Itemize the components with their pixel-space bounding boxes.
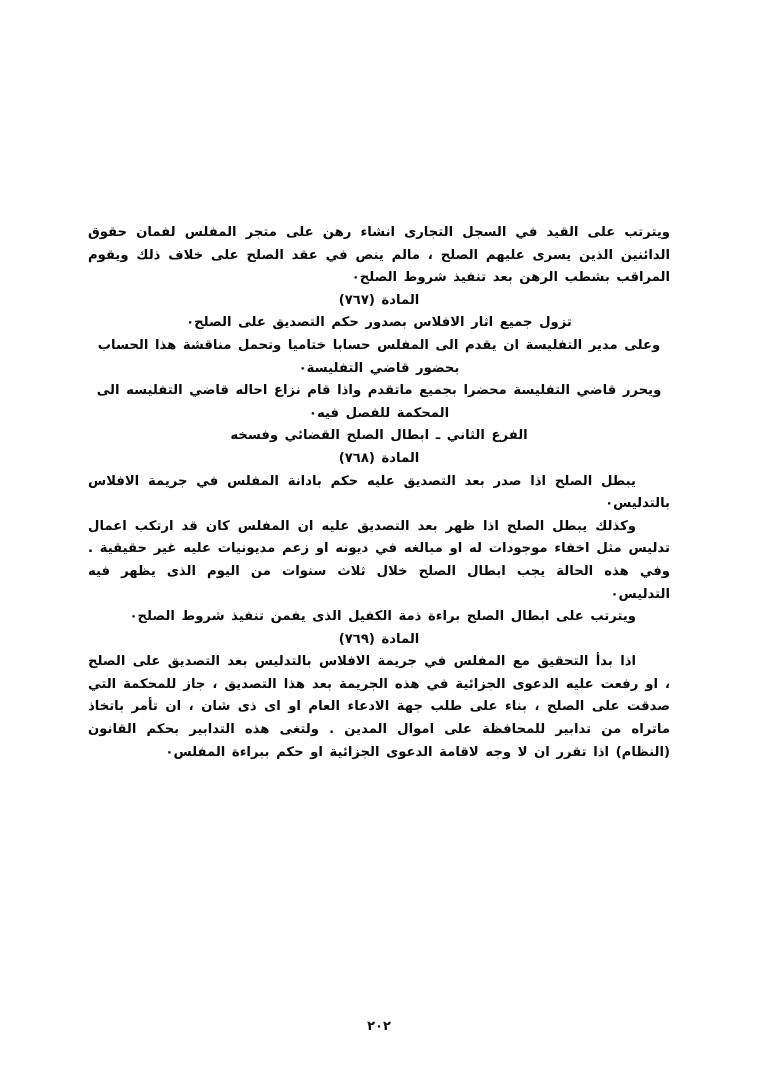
- article-heading-767: المادة (٧٦٧): [338, 292, 420, 308]
- article-heading-769: المادة (٧٦٩): [338, 631, 420, 647]
- article-heading-768: المادة (٧٦٨): [338, 450, 420, 466]
- paragraph-block: اذا بدأ التحقيق مع المفلس في جريمة الافلاس بالتدليس بعد التصديق على الصلح ، او رفعت عليه الدعوى الجزائية في هذه الجريمة بعد هذا التصديق ، جاز للمحكمة التي صدقت على الصلح ، بناء على طلب جهة الادعاء العام او اى ذى شان ، ان تأمر باتخاذ ماتراه من تدابير للمحافظة على اموال المدين . ولتغى هذه التدابير بحكم القانون (النظام) اذا تقرر ان لا وجه لاقامة الدعوى الجزائية او حكم ببراءة المفلس٠: [88, 654, 670, 760]
- paragraph-block: ويترتب على القيد في السجل التجارى انشاء رهن على متجر المفلس لفمان حقوق الدائنين الذين يسرى عليهم الصلح ، مالم ينص في عقد الصلح على خلاف ذلك ويقوم المراقب بشطب الرهن بعد تنفيذ شروط الصلح٠: [88, 225, 670, 286]
- page-content: [88, 222, 670, 764]
- paragraph-block: ويحرر قاضي التفليسة محضرا بجميع ماتقدم واذا قام نزاع احاله قاضي التفليسه الى المحكمة للفصل فيه٠: [96, 383, 662, 421]
- page-number: ٢٠٢: [367, 1019, 391, 1034]
- paragraph-block: ويترتب على ابطال الصلح براءة ذمة الكفيل الذى يفمن تنفيذ شروط الصلح٠: [129, 609, 636, 625]
- section-heading-branch-two: الفرع الثاني ـ ابطال الصلح القضائي وفسخه: [230, 428, 528, 444]
- paragraph-block: تزول جميع اثار الافلاس بصدور حكم التصديق على الصلح٠: [186, 315, 572, 331]
- paragraph-block: وعلى مدير التفليسة ان يقدم الى المفلس حسابا ختاميا وتحمل مناقشة هذا الحساب بحضور قاضي التفليسة٠: [97, 337, 661, 376]
- paragraph-block: يبطل الصلح اذا صدر بعد التصديق عليه حكم بادانة المفلس في جريمة الافلاس بالتدليس٠: [88, 473, 670, 512]
- paragraph-block: وكذلك يبطل الصلح اذا ظهر بعد التصديق عليه ان المفلس كان قد ارتكب اعمال تدليس مثل اخفاء موجودات له او مبالغه في ديونه او زعم مديونيات عليه غير حقيقية . وفي هذه الحالة يجب ابطال الصلح خلال ثلاث سنوات من اليوم الذى يظهر فيه التدليس٠: [88, 518, 670, 602]
